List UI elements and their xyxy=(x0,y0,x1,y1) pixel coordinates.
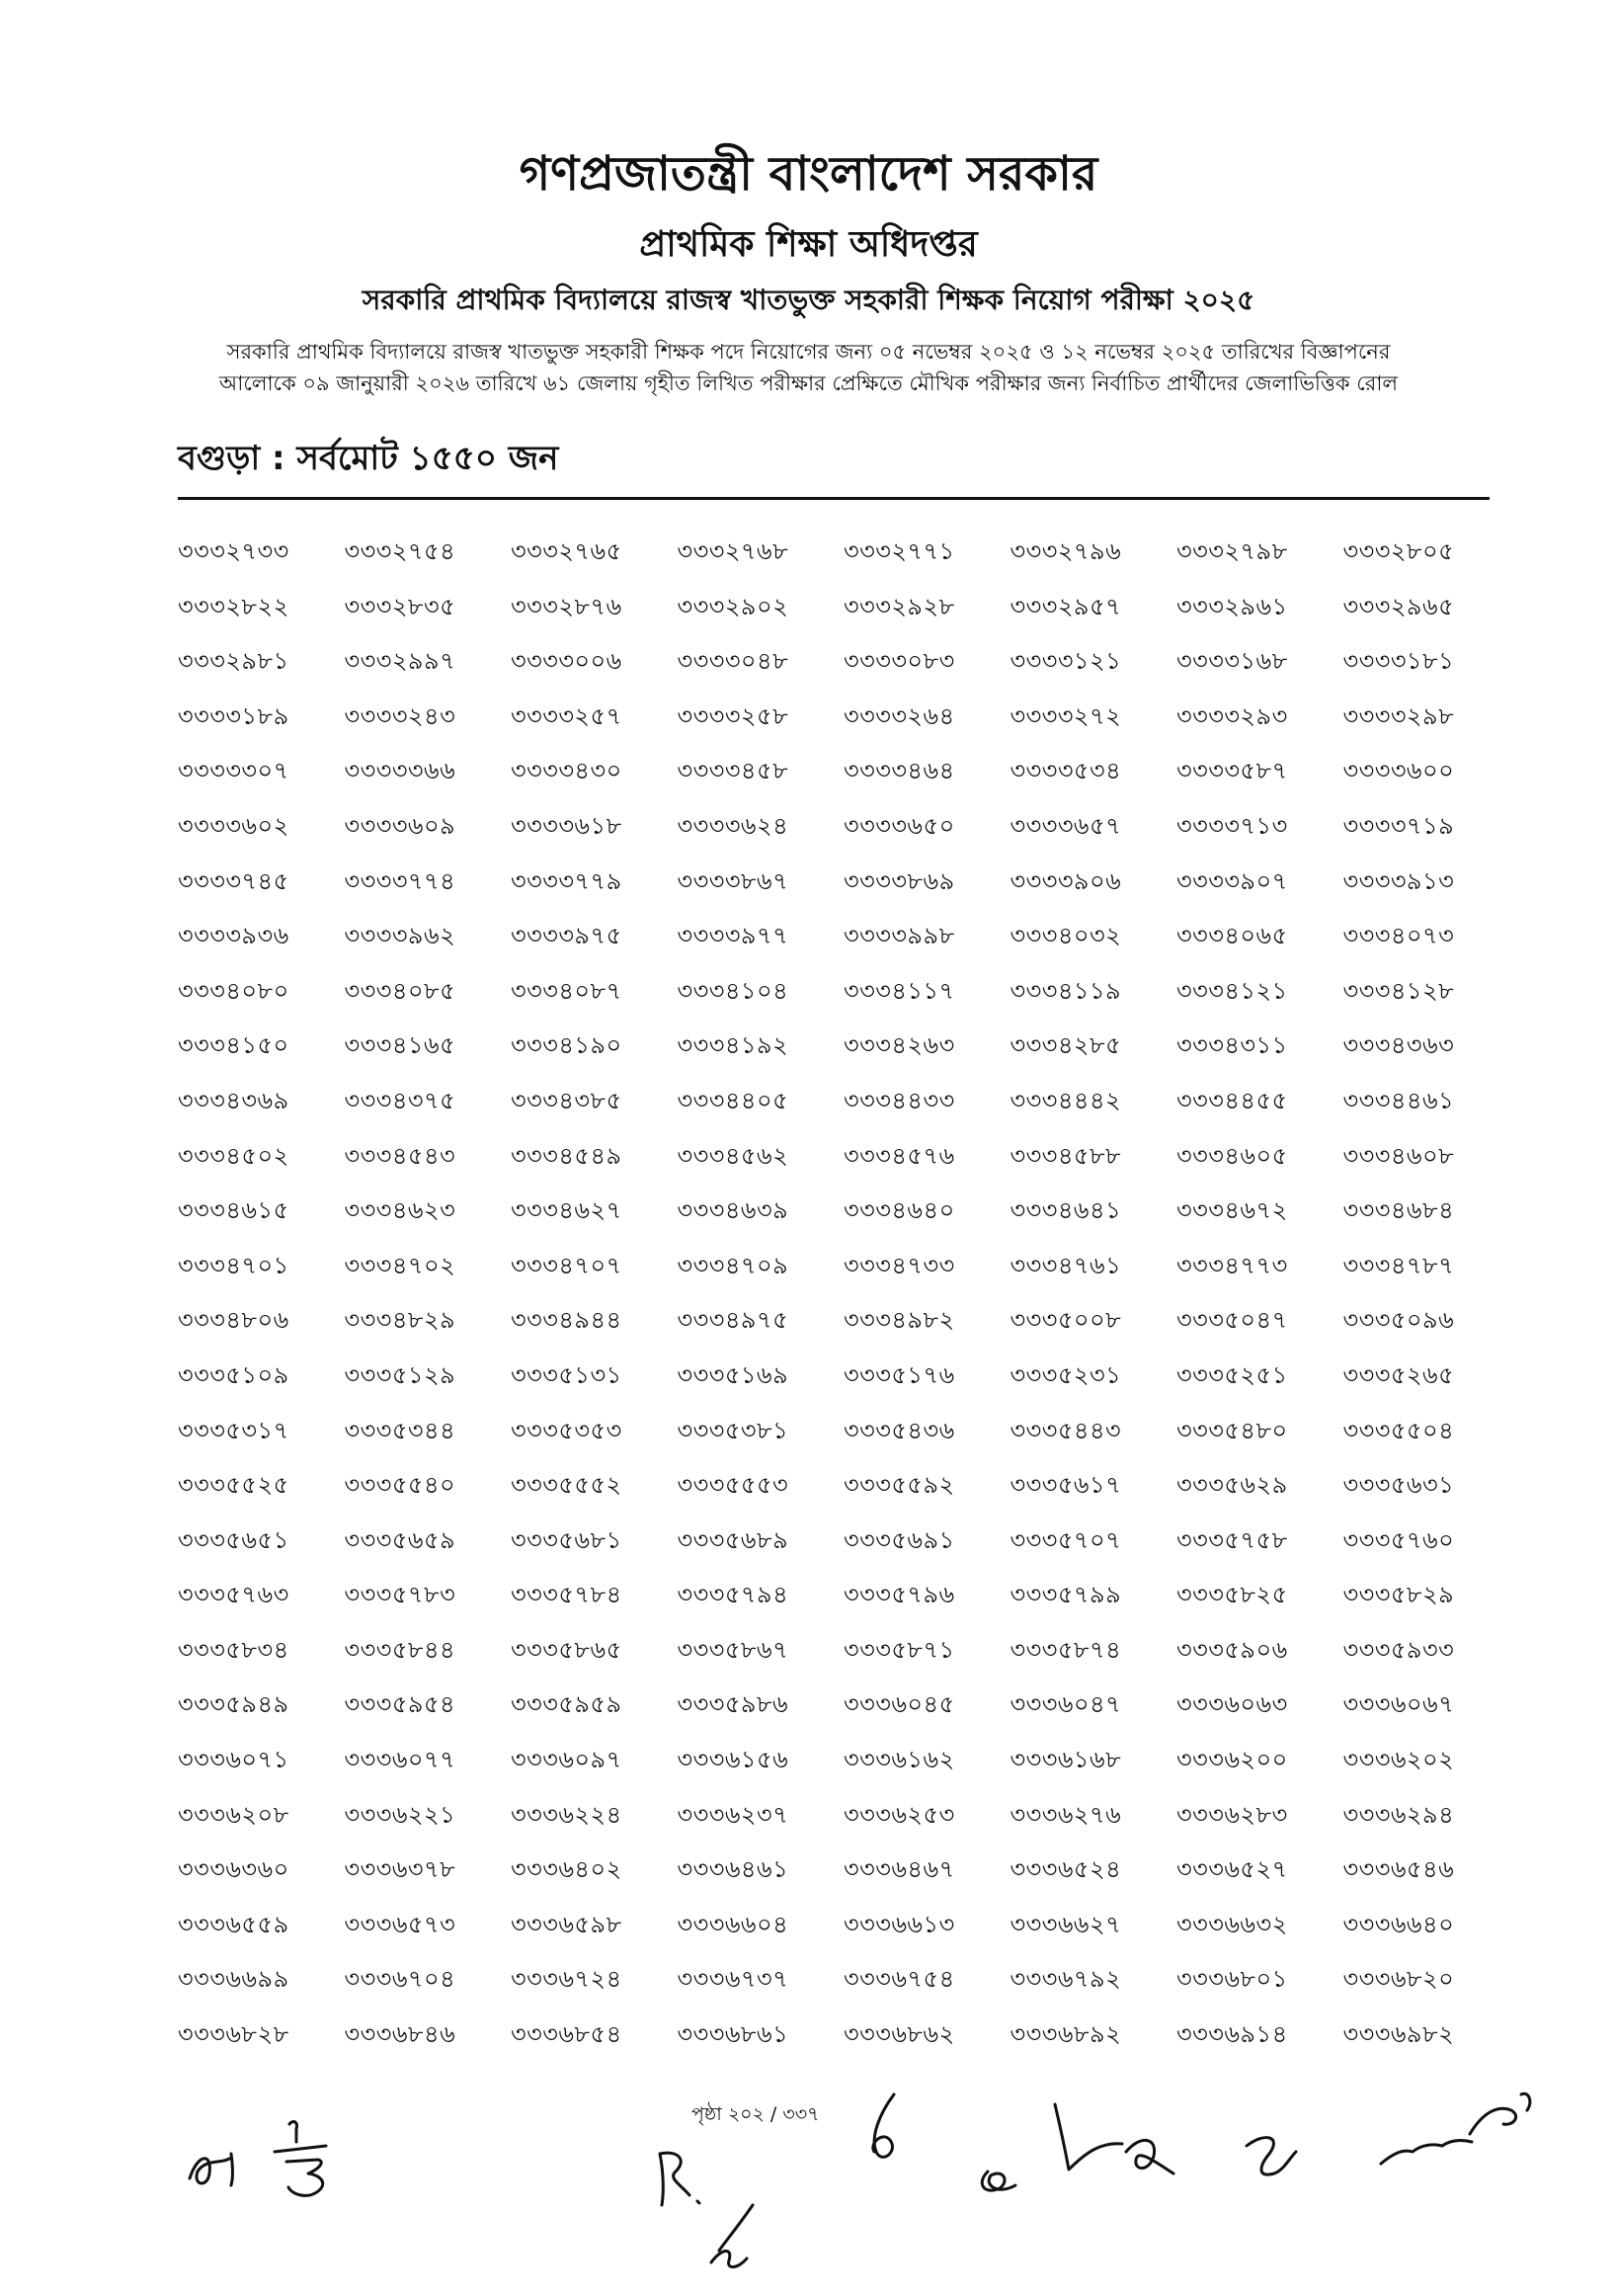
roll-number: ৩৩৩৬০৭৭ xyxy=(344,1746,456,1774)
table-row xyxy=(178,1742,1511,1797)
roll-number: ৩৩৩৬৭৯২ xyxy=(1010,1965,1122,1994)
table-row xyxy=(178,973,1511,1028)
roll-number: ৩৩৩২৯২৮ xyxy=(844,592,955,620)
roll-number: ৩৩৩৬৪৬১ xyxy=(677,1855,789,1884)
roll-number: ৩৩৩৬৬৪০ xyxy=(1342,1910,1455,1938)
table-row xyxy=(178,1686,1511,1742)
roll-number: ৩৩৩২৮৩৫ xyxy=(344,592,456,620)
roll-number: ৩৩৩৬১৫৬ xyxy=(677,1746,789,1774)
roll-number: ৩৩৩২৮০৫ xyxy=(1342,537,1455,565)
roll-number: ৩৩৩৪৩৭৫ xyxy=(344,1086,456,1114)
roll-number: ৩৩৩৫৭৯৯ xyxy=(1010,1581,1122,1609)
roll-number: ৩৩৩৫৩১৭ xyxy=(178,1416,289,1444)
roll-number: ৩৩৩২৯৬৫ xyxy=(1342,592,1455,620)
roll-number: ৩৩৩৩২৭২ xyxy=(1010,701,1122,730)
roll-number: ৩৩৩৫০০৮ xyxy=(1010,1306,1122,1335)
roll-number: ৩৩৩৪৪০৫ xyxy=(677,1086,789,1114)
roll-number: ৩৩৩৫৫২৫ xyxy=(178,1471,289,1500)
roll-number: ৩৩৩৩৬৫৭ xyxy=(1010,811,1122,840)
roll-number: ৩৩৩৬২৩৭ xyxy=(677,1800,789,1829)
table-row xyxy=(178,1027,1511,1083)
divider xyxy=(178,497,1490,500)
table-row xyxy=(178,1851,1511,1907)
roll-number: ৩৩৩৬৭৩৭ xyxy=(677,1965,789,1994)
roll-number: ৩৩৩৪৬৩৯ xyxy=(677,1196,789,1225)
roll-number: ৩৩৩৩২৫৭ xyxy=(511,701,622,730)
district-heading: বগুড়া : সর্বমোট ১৫৫০ জন xyxy=(178,439,559,478)
roll-number: ৩৩৩৬৬১৩ xyxy=(844,1910,955,1938)
roll-number: ৩৩৩৬৭৫৪ xyxy=(844,1965,955,1994)
roll-number: ৩৩৩৪৫০২ xyxy=(178,1141,289,1170)
roll-number: ৩৩৩২৮৭৬ xyxy=(511,592,622,620)
roll-number: ৩৩৩৬২০৮ xyxy=(178,1800,289,1829)
roll-number: ৩৩৩৪২৮৫ xyxy=(1010,1031,1122,1060)
roll-number: ৩৩৩৫৮৭৪ xyxy=(1010,1635,1122,1664)
roll-number: ৩৩৩৪৭০২ xyxy=(344,1251,456,1279)
roll-number: ৩৩৩৬৮০১ xyxy=(1176,1965,1288,1994)
roll-number: ৩৩৩৪১১৭ xyxy=(844,976,955,1005)
roll-number: ৩৩৩৪০৮৫ xyxy=(344,976,456,1005)
roll-number: ৩৩৩৬১৬৮ xyxy=(1010,1746,1122,1774)
roll-number: ৩৩৩৪৭৮৭ xyxy=(1342,1251,1455,1279)
roll-number: ৩৩৩৬৮২৮ xyxy=(178,2020,289,2049)
roll-number: ৩৩৩৬২৯৪ xyxy=(1342,1800,1455,1829)
roll-number: ৩৩৩৬৮৬২ xyxy=(844,2020,955,2049)
roll-number: ৩৩৩৩৩৬৬ xyxy=(344,757,456,785)
roll-number: ৩৩৩৫৭৫৮ xyxy=(1176,1525,1288,1554)
roll-number: ৩৩৩৫১৭৬ xyxy=(844,1360,955,1389)
roll-number: ৩৩৩৬৭২৪ xyxy=(511,1965,622,1994)
roll-number: ৩৩৩৫৮৪৪ xyxy=(344,1635,456,1664)
roll-number: ৩৩৩৫৬৯১ xyxy=(844,1525,955,1554)
roll-number: ৩৩৩৬৯১৪ xyxy=(1176,2020,1288,2049)
roll-number: ৩৩৩৩০০৬ xyxy=(511,647,622,676)
roll-number: ৩৩৩৪৬৭২ xyxy=(1176,1196,1288,1225)
roll-number: ৩৩৩৩৯০৬ xyxy=(1010,866,1122,895)
roll-number: ৩৩৩৩৫৩৪ xyxy=(1010,757,1122,785)
roll-number: ৩৩৩৪৫৪৩ xyxy=(344,1141,456,1170)
roll-number: ৩৩৩৬২০০ xyxy=(1176,1746,1288,1774)
roll-number: ৩৩৩৪০৩২ xyxy=(1010,922,1122,950)
roll-number: ৩৩৩২৭৬৮ xyxy=(677,537,789,565)
table-row xyxy=(178,1632,1511,1687)
roll-number: ৩৩৩৫৯৪৯ xyxy=(178,1690,289,1719)
roll-number: ৩৩৩৪৫৬২ xyxy=(677,1141,789,1170)
roll-number: ৩৩৩২৭৫৪ xyxy=(344,537,456,565)
roll-number: ৩৩৩৩৬০০ xyxy=(1342,757,1455,785)
roll-number: ৩৩৩৪৩৮৫ xyxy=(511,1086,622,1114)
roll-number: ৩৩৩৫৫৯২ xyxy=(844,1471,955,1500)
roll-number: ৩৩৩৫৩৮১ xyxy=(677,1416,789,1444)
roll-number: ৩৩৩৫৭৯৪ xyxy=(677,1581,789,1609)
roll-number: ৩৩৩৪৬০৫ xyxy=(1176,1141,1288,1170)
roll-number: ৩৩৩৫৫০৪ xyxy=(1342,1416,1455,1444)
roll-number: ৩৩৩২৯৬১ xyxy=(1176,592,1288,620)
roll-number: ৩৩৩৫৪৪৩ xyxy=(1010,1416,1122,1444)
roll-number: ৩৩৩২৯৮১ xyxy=(178,647,289,676)
roll-number: ৩৩৩৬০৬৩ xyxy=(1176,1690,1288,1719)
roll-number: ৩৩৩৪০৮৭ xyxy=(511,976,622,1005)
roll-number: ৩৩৩৪৩১১ xyxy=(1176,1031,1288,1060)
roll-number: ৩৩৩৫৪৮০ xyxy=(1176,1416,1288,1444)
roll-number: ৩৩৩৬৫৭৩ xyxy=(344,1910,456,1938)
roll-number: ৩৩৩৩৭৭৯ xyxy=(511,866,622,895)
roll-number: ৩৩৩৩২৯৩ xyxy=(1176,701,1288,730)
roll-number: ৩৩৩৬৮৯২ xyxy=(1010,2020,1122,2049)
table-row xyxy=(178,1302,1511,1357)
roll-number: ৩৩৩৫৫৫৩ xyxy=(677,1471,789,1500)
roll-number: ৩৩৩৪১৫০ xyxy=(178,1031,289,1060)
roll-number: ৩৩৩৫৩৫৩ xyxy=(511,1416,622,1444)
roll-number: ৩৩৩৬৬২৭ xyxy=(1010,1910,1122,1938)
roll-number: ৩৩৩৪৭০১ xyxy=(178,1251,289,1279)
roll-number: ৩৩৩৪৯৭৫ xyxy=(677,1306,789,1335)
roll-number: ৩৩৩৫৯৮৬ xyxy=(677,1690,789,1719)
roll-number: ৩৩৩৪১৬৫ xyxy=(344,1031,456,1060)
table-row xyxy=(178,808,1511,863)
roll-number: ৩৩৩৩৬০৯ xyxy=(344,811,456,840)
table-row xyxy=(178,1522,1511,1578)
roll-number: ৩৩৩৪০৬৫ xyxy=(1176,922,1288,950)
signature-right xyxy=(1381,2093,1530,2164)
roll-number: ৩৩৩৬২৮৩ xyxy=(1176,1800,1288,1829)
roll-number: ৩৩৩৩৮৬৭ xyxy=(677,866,789,895)
roll-number: ৩৩৩৪৩৬৯ xyxy=(178,1086,289,1114)
roll-number: ৩৩৩৫৭৮৩ xyxy=(344,1581,456,1609)
roll-number: ৩৩৩৬৩৬০ xyxy=(178,1855,289,1884)
roll-number: ৩৩৩৩৮৬৯ xyxy=(844,866,955,895)
exam-title: সরকারি প্রাথমিক বিদ্যালয়ে রাজস্ব খাতভুক্ত সহকারী শিক্ষক নিয়োগ পরীক্ষা ২০২৫ xyxy=(362,284,1255,316)
roll-number: ৩৩৩৬৫২৪ xyxy=(1010,1855,1122,1884)
roll-number: ৩৩৩৫৬২৯ xyxy=(1176,1471,1288,1500)
roll-number: ৩৩৩৪৮০৬ xyxy=(178,1306,289,1335)
roll-number: ৩৩৩৩২৯৮ xyxy=(1342,701,1455,730)
table-row xyxy=(178,1357,1511,1413)
table-row xyxy=(178,643,1511,698)
roll-number: ৩৩৩২৮২২ xyxy=(178,592,289,620)
table-row xyxy=(178,1961,1511,2016)
roll-number: ৩৩৩৩১৮৯ xyxy=(178,701,289,730)
roll-number: ৩৩৩৩১৬৮ xyxy=(1176,647,1288,676)
roll-number: ৩৩৩৫৮২৯ xyxy=(1342,1581,1455,1609)
roll-number: ৩৩৩৬৫৫৯ xyxy=(178,1910,289,1938)
roll-number: ৩৩৩৬৭০৪ xyxy=(344,1965,456,1994)
table-row xyxy=(178,2016,1511,2072)
roll-number: ৩৩৩৫৬৫১ xyxy=(178,1525,289,1554)
roll-number: ৩৩৩৫০৪৭ xyxy=(1176,1306,1288,1335)
roll-number: ৩৩৩৩৯৩৬ xyxy=(178,922,289,950)
roll-number: ৩৩৩৫৭০৭ xyxy=(1010,1525,1122,1554)
roll-number: ৩৩৩৪০৮০ xyxy=(178,976,289,1005)
roll-number: ৩৩৩৩২৬৪ xyxy=(844,701,955,730)
roll-number: ৩৩৩৪১১৯ xyxy=(1010,976,1122,1005)
roll-number: ৩৩৩৫১৬৯ xyxy=(677,1360,789,1389)
roll-number: ৩৩৩৬০৬৭ xyxy=(1342,1690,1455,1719)
roll-number: ৩৩৩৬১৬২ xyxy=(844,1746,955,1774)
roll-number: ৩৩৩৪৭০৭ xyxy=(511,1251,622,1279)
roll-number: ৩৩৩৩৬০২ xyxy=(178,811,289,840)
roll-number: ৩৩৩৩১৮১ xyxy=(1342,647,1455,676)
roll-number: ৩৩৩৫৪৩৬ xyxy=(844,1416,955,1444)
roll-number: ৩৩৩৬৮২০ xyxy=(1342,1965,1455,1994)
roll-number: ৩৩৩৩৬৫০ xyxy=(844,811,955,840)
roll-number: ৩৩৩৪০৭৩ xyxy=(1342,922,1455,950)
table-row xyxy=(178,1577,1511,1632)
roll-number: ৩৩৩৫২৩১ xyxy=(1010,1360,1122,1389)
roll-number: ৩৩৩৬৬০৪ xyxy=(677,1910,789,1938)
roll-number: ৩৩৩৪৫৭৬ xyxy=(844,1141,955,1170)
table-row xyxy=(178,863,1511,919)
roll-number: ৩৩৩৩২৫৮ xyxy=(677,701,789,730)
roll-number: ৩৩৩৩৬১৮ xyxy=(511,811,622,840)
roll-number: ৩৩৩৪৬২৩ xyxy=(344,1196,456,1225)
roll-number: ৩৩৩৫১৩১ xyxy=(511,1360,622,1389)
table-row xyxy=(178,589,1511,644)
roll-number: ৩৩৩৪৬২৭ xyxy=(511,1196,622,1225)
roll-number: ৩৩৩৪৮২৯ xyxy=(344,1306,456,1335)
roll-number: ৩৩৩২৭৩৩ xyxy=(178,537,289,565)
roll-number: ৩৩৩৬০৪৭ xyxy=(1010,1690,1122,1719)
roll-number: ৩৩৩৩১২১ xyxy=(1010,647,1122,676)
roll-number: ৩৩৩৪৫৮৮ xyxy=(1010,1141,1122,1170)
roll-number: ৩৩৩৬২২৪ xyxy=(511,1800,622,1829)
roll-number: ৩৩৩৫১০৯ xyxy=(178,1360,289,1389)
roll-number: ৩৩৩৩৬২৪ xyxy=(677,811,789,840)
table-row xyxy=(178,1797,1511,1852)
roll-number: ৩৩৩৩২৪৩ xyxy=(344,701,456,730)
table-row xyxy=(178,1907,1511,1962)
page-number: পৃষ্ঠা ২০২ / ৩৩৭ xyxy=(691,2103,820,2125)
roll-number: ৩৩৩৫৬৩১ xyxy=(1342,1471,1455,1500)
table-row xyxy=(178,1083,1511,1138)
roll-number: ৩৩৩৬৮৫৪ xyxy=(511,2020,622,2049)
roll-number: ৩৩৩৫৭৬৩ xyxy=(178,1581,289,1609)
roll-number: ৩৩৩৬৮৪৬ xyxy=(344,2020,456,2049)
roll-number: ৩৩৩২৯৫৭ xyxy=(1010,592,1122,620)
roll-number: ৩৩৩৬৪০২ xyxy=(511,1855,622,1884)
roll-number: ৩৩৩৬৫২৭ xyxy=(1176,1855,1288,1884)
roll-number: ৩৩৩৫৭৮৪ xyxy=(511,1581,622,1609)
intro-line-1: সরকারি প্রাথমিক বিদ্যালয়ে রাজস্ব খাতভুক্ত সহকারী শিক্ষক পদে নিয়োগের জন্য ০৫ নভেম্বর ২০২৫ ও ১২ নভেম্বর ২০২৫ তারিখের বিজ্ঞাপনের xyxy=(226,340,1391,364)
roll-number: ৩৩৩৪৭৭৩ xyxy=(1176,1251,1288,1279)
roll-number: ৩৩৩৪৪৩৩ xyxy=(844,1086,955,1114)
roll-number: ৩৩৩৫৮৩৪ xyxy=(178,1635,289,1664)
roll-number: ৩৩৩৬৩৭৮ xyxy=(344,1855,456,1884)
roll-number: ৩৩৩৪৭০৯ xyxy=(677,1251,789,1279)
roll-number: ৩৩৩৫৩৪৪ xyxy=(344,1416,456,1444)
roll-number: ৩৩৩৬২৫৩ xyxy=(844,1800,955,1829)
roll-number: ৩৩৩৩৩০৭ xyxy=(178,757,289,785)
roll-number: ৩৩৩৩৪৬৪ xyxy=(844,757,955,785)
roll-number: ৩৩৩৩৭৭৪ xyxy=(344,866,456,895)
roll-number: ৩৩৩৫৮২৫ xyxy=(1176,1581,1288,1609)
roll-number: ৩৩৩৫৫৪০ xyxy=(344,1471,456,1500)
roll-number: ৩৩৩৩৯০৭ xyxy=(1176,866,1288,895)
roll-number: ৩৩৩৫৯০৬ xyxy=(1176,1635,1288,1664)
roll-number: ৩৩৩৬০৪৫ xyxy=(844,1690,955,1719)
roll-number: ৩৩৩৬২৭৬ xyxy=(1010,1800,1122,1829)
roll-number: ৩৩৩৫৬১৭ xyxy=(1010,1471,1122,1500)
roll-number: ৩৩৩৩৭১৯ xyxy=(1342,811,1455,840)
roll-number: ৩৩৩৬৯৮২ xyxy=(1342,2020,1455,2049)
roll-number: ৩৩৩৪১২১ xyxy=(1176,976,1288,1005)
roll-number: ৩৩৩৫৬৮৯ xyxy=(677,1525,789,1554)
roll-number: ৩৩৩৫৬৫৯ xyxy=(344,1525,456,1554)
roll-number: ৩৩৩৬৫৪৬ xyxy=(1342,1855,1455,1884)
roll-number: ৩৩৩৩৯৬২ xyxy=(344,922,456,950)
roll-number: ৩৩৩৩৪৫৮ xyxy=(677,757,789,785)
roll-number: ৩৩৩৪৭৬১ xyxy=(1010,1251,1122,1279)
roll-number: ৩৩৩৪৪৫৫ xyxy=(1176,1086,1288,1114)
roll-number: ৩৩৩৫৯৩৩ xyxy=(1342,1635,1455,1664)
directorate-title: প্রাথমিক শিক্ষা অধিদপ্তর xyxy=(639,224,978,265)
roll-number: ৩৩৩৩৯৯৮ xyxy=(844,922,955,950)
table-row xyxy=(178,918,1511,973)
roll-number: ৩৩৩৬৬৩২ xyxy=(1176,1910,1288,1938)
roll-number: ৩৩৩৪৭৩৩ xyxy=(844,1251,955,1279)
roll-number: ৩৩৩৬০৯৭ xyxy=(511,1746,622,1774)
roll-number: ৩৩৩৪৯৪৪ xyxy=(511,1306,622,1335)
roll-number: ৩৩৩৬৬৯৯ xyxy=(178,1965,289,1994)
table-row xyxy=(178,1192,1511,1248)
roll-number: ৩৩৩৪১২৮ xyxy=(1342,976,1455,1005)
roll-number: ৩৩৩৪২৬৩ xyxy=(844,1031,955,1060)
roll-number: ৩৩৩৩৪৩০ xyxy=(511,757,622,785)
roll-number: ৩৩৩৪১৯২ xyxy=(677,1031,789,1060)
roll-number: ৩৩৩৪৬০৮ xyxy=(1342,1141,1455,1170)
roll-number: ৩৩৩৩৭৪৫ xyxy=(178,866,289,895)
table-row xyxy=(178,533,1511,589)
roll-number: ৩৩৩৬৪৬৭ xyxy=(844,1855,955,1884)
roll-number: ৩৩৩৬২০২ xyxy=(1342,1746,1455,1774)
roll-number: ৩৩৩২৯৯৭ xyxy=(344,647,456,676)
table-row xyxy=(178,753,1511,808)
roll-number: ৩৩৩৫৯৫৯ xyxy=(511,1690,622,1719)
roll-number: ৩৩৩৪৯৮২ xyxy=(844,1306,955,1335)
roll-number: ৩৩৩৬০৭১ xyxy=(178,1746,289,1774)
roll-number: ৩৩৩২৭৯৬ xyxy=(1010,537,1122,565)
roll-number: ৩৩৩২৭৯৮ xyxy=(1176,537,1288,565)
roll-number: ৩৩৩৬৮৬১ xyxy=(677,2020,789,2049)
roll-number: ৩৩৩৪৩৬৩ xyxy=(1342,1031,1455,1060)
roll-number: ৩৩৩৫১২৯ xyxy=(344,1360,456,1389)
government-title: গণপ্রজাতন্ত্রী বাংলাদেশ সরকার xyxy=(519,146,1098,202)
roll-number: ৩৩৩৪৫৪৯ xyxy=(511,1141,622,1170)
roll-number: ৩৩৩৪৪৪২ xyxy=(1010,1086,1122,1114)
roll-number: ৩৩৩৪১৯০ xyxy=(511,1031,622,1060)
roll-number: ৩৩৩৩৯৭৫ xyxy=(511,922,622,950)
roll-number: ৩৩৩৬৫৯৮ xyxy=(511,1910,622,1938)
table-row xyxy=(178,698,1511,754)
roll-number: ৩৩৩৫৮৭১ xyxy=(844,1635,955,1664)
roll-number: ৩৩৩৫৭৬০ xyxy=(1342,1525,1455,1554)
roll-number: ৩৩৩৩৫৮৭ xyxy=(1176,757,1288,785)
roll-number: ৩৩৩৫০৯৬ xyxy=(1342,1306,1455,1335)
table-row xyxy=(178,1413,1511,1468)
roll-number: ৩৩৩৫২৬৫ xyxy=(1342,1360,1455,1389)
roll-number: ৩৩৩৩০৪৮ xyxy=(677,647,789,676)
roll-number: ৩৩৩৩৭১৩ xyxy=(1176,811,1288,840)
roll-number: ৩৩৩৩০৮৩ xyxy=(844,647,955,676)
roll-number: ৩৩৩৫৯৫৪ xyxy=(344,1690,456,1719)
intro-line-2: আলোকে ০৯ জানুয়ারী ২০২৬ তারিখে ৬১ জেলায় গৃহীত লিখিত পরীক্ষার প্রেক্ষিতে মৌখিক পরীক্ষার জন্য নির্বাচিত প্রার্থীদের জেলাভিত্তিক রোল xyxy=(218,371,1399,395)
roll-number: ৩৩৩৪১০৪ xyxy=(677,976,789,1005)
roll-number-table xyxy=(178,533,1511,2072)
roll-number: ৩৩৩৫৭৯৬ xyxy=(844,1581,955,1609)
roll-number: ৩৩৩৪৬৪০ xyxy=(844,1196,955,1225)
roll-number: ৩৩৩২৯০২ xyxy=(677,592,789,620)
roll-number: ৩৩৩৩৯৭৭ xyxy=(677,922,789,950)
roll-number: ৩৩৩৪৬৮৪ xyxy=(1342,1196,1455,1225)
roll-number: ৩৩৩৪৪৬১ xyxy=(1342,1086,1455,1114)
signature-left xyxy=(190,2122,326,2196)
roll-number: ৩৩৩২৭৭১ xyxy=(844,537,955,565)
roll-number: ৩৩৩৫৫৫২ xyxy=(511,1471,622,1500)
roll-number: ৩৩৩৪৬১৫ xyxy=(178,1196,289,1225)
roll-number: ৩৩৩৫২৫১ xyxy=(1176,1360,1288,1389)
roll-number: ৩৩৩৫৮৬৭ xyxy=(677,1635,789,1664)
table-row xyxy=(178,1248,1511,1303)
roll-number: ৩৩৩৬২২১ xyxy=(344,1800,456,1829)
roll-number: ৩৩৩২৭৬৫ xyxy=(511,537,622,565)
roll-number: ৩৩৩৪৬৪১ xyxy=(1010,1196,1122,1225)
roll-number: ৩৩৩৫৮৬৫ xyxy=(511,1635,622,1664)
roll-number: ৩৩৩৩৯১৩ xyxy=(1342,866,1455,895)
table-row xyxy=(178,1467,1511,1522)
table-row xyxy=(178,1138,1511,1193)
roll-number: ৩৩৩৫৬৮১ xyxy=(511,1525,622,1554)
